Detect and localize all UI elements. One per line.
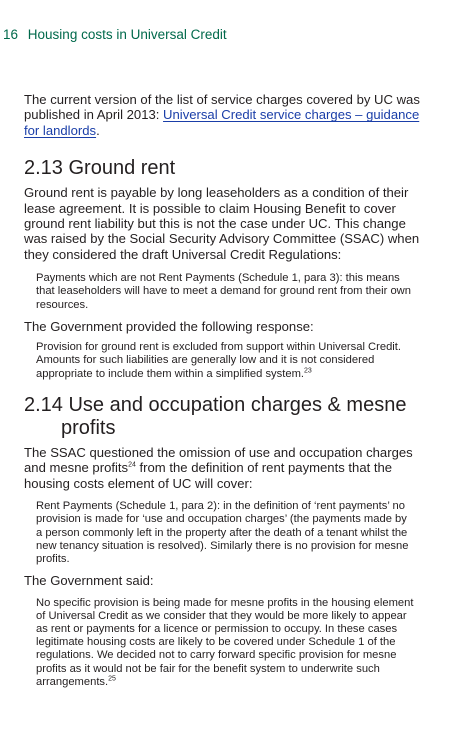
government-quote-mesne-profits bbox=[24, 597, 414, 689]
government-quote-mesne-profits-text: No specific provision is being made for mesne profits in the housing element of Universal Credit as we consider that they would be more likely to appear as rent or payments for a licence or permission to occupy. In these cases legitimate housing costs are likely to be covered under Schedule 1 of the regulations. We decided not to carry forward specific provision for mesne profits as it would not be fair for the benefit system to underwrite such arrangements. bbox=[36, 596, 414, 688]
government-quote-ground-rent-text: Provision for ground rent is excluded from support within Universal Credit. Amounts for such liabilities are generally low and it is not considered appropriate to include them within a simplified system. bbox=[36, 341, 401, 380]
intro-period: . bbox=[96, 122, 100, 138]
government-quote-ground-rent bbox=[24, 341, 414, 381]
section-heading-use-occupation-line1: 2.14 Use and occupation charges & mesne bbox=[24, 393, 407, 416]
ssac-questioned-text-a: The SSAC questioned the omission of use and occupation charges and mesne profits bbox=[24, 444, 413, 476]
footnote-ref-23[interactable]: 23 bbox=[304, 366, 312, 374]
footnote-ref-25[interactable]: 25 bbox=[108, 675, 116, 682]
section-heading-use-occupation bbox=[24, 394, 424, 440]
section-heading-ground-rent: 2.13 Ground rent bbox=[24, 157, 176, 180]
footnote-ref-24[interactable]: 24 bbox=[128, 461, 136, 469]
ssac-quote-ground-rent: Payments which are not Rent Payments (Schedule 1, para 3): this means that leaseholders will have to meet a demand for ground rent from their own resources. bbox=[36, 272, 411, 311]
running-header-title: Housing costs in Universal Credit bbox=[27, 27, 227, 42]
ssac-quote-use-occupation: Rent Payments (Schedule 1, para 2): in the definition of ‘rent payments’ no provision is made for ‘use and occupation charges’ (the payments made by a person commonly left in the property after the death of a tenant whilst the new tenancy situation is resolved). Similarly there is no provision for mesne profits. bbox=[36, 500, 409, 565]
government-said-intro: The Government said: bbox=[24, 573, 154, 589]
intro-text: The current version of the list of service charges covered by UC was published in April 2013: bbox=[24, 92, 420, 123]
ssac-questioned-text-b: from the definition of rent payments that the housing costs element of UC will cover: bbox=[24, 460, 393, 491]
running-header bbox=[3, 27, 227, 42]
page-number: 16 bbox=[3, 27, 19, 42]
ssac-questioned-paragraph bbox=[24, 445, 424, 491]
page-content bbox=[24, 92, 424, 689]
service-charges-guidance-link[interactable]: Universal Credit service charges – guidance for landlords bbox=[24, 107, 420, 138]
government-response-intro: The Government provided the following response: bbox=[24, 318, 314, 334]
intro-paragraph bbox=[24, 92, 424, 138]
ground-rent-paragraph: Ground rent is payable by long leaseholders as a condition of their lease agreement. It is possible to claim Housing Benefit to cover ground rent liability but this is not the case under UC. This change was raised by the Social Security Advisory Committee (SSAC) when they considered the draft Universal Credit Regulations: bbox=[24, 185, 420, 262]
section-heading-use-occupation-line2: profits bbox=[61, 416, 116, 439]
